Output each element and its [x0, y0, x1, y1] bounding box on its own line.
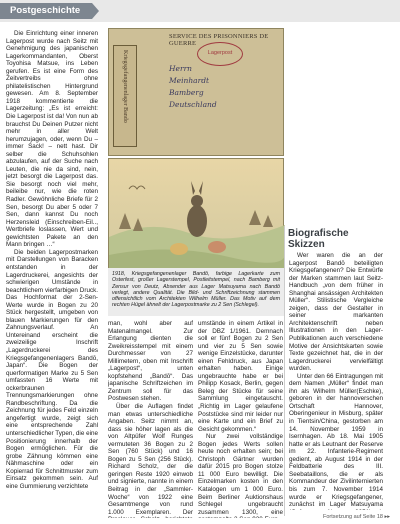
lager-stamp	[113, 45, 137, 147]
article-column-3	[198, 320, 283, 518]
address-line: Deutschland	[169, 100, 217, 109]
section-title: Postgeschichte	[0, 3, 92, 19]
paragraph: Die Einrichtung einer inneren Lagerpost wurde nach Seitz mit Genehmigung des japanischen Lagerkommandanten, Oberst Toyohisa Matsue, ins Leben gerufen. Es ist eine Form des Zeitvertreibs ohne philatelistischen Hintergrund gewesen. Am 8. September 1918 kommentierte die Lagerzeitung: „Es ist erreicht: Die Lagerpost ist da! Von nun ab brauchst Du Deinen Putzer nicht mehr in aller Welt herumzujagen, oder, wenn Du – immer Sack! – nett hast. Dir selber die Schuhsohlen abzulaufen, auf der Suche nach Leuten, die nie da sind, nein, jetzt besorgt die Lagerpost das. Sie besorgt noch viel mehr, beileibe nur, wie die roten Radler. Gewöhnliche Briefe für 2 Sen, besorgt Du aber 5 oder 7 Sen, dann kannst Du noch Herzensleid (Einschreiben-Eil.., Wertbriefe loslassen, Wert und gewichtsten Pakete an den Mann bringen …“	[6, 30, 98, 249]
article-column-1	[6, 30, 98, 510]
paragraph: Die beiden Lagerpostmarken mit Darstellungen von Baracken entstanden in der Lagerdruckerei, angesichts der schwierigen Umstände in beachtlichem vierfarbigen Druck. Das Hochformat der 2-Sen-Werte wurde in Bogen zu 20 Stück hergestellt, umgeben von blauen Markierungen für den Zahnungsverlauf. An Untereinand erscheint die zweizeilige Inschrift „Lagerdruckerei des Kriegsgefangenenlagers Bandō, Japan“. Die Bogen der querformatigen Marke zu 5 Sen umfassten 16 Werte mit ockerbraunen Trennungsmarkierungen ohne Randbeschriftung. Da die Zeichnung für jedes Feld einzeln angefertigt wurde, zeigt sich eine entsprechende Zahl unterschiedlicher Typen, die eine Positionierung innerhalb der Bogen ermöglichen. Für die grobe Zähnung kömmen eine Nähmaschine oder ein Kopierrad für Schnittmuster zum Einsatz gekommen sein. Auf eine Gummierung verzichtete	[6, 248, 98, 490]
postcard-front	[108, 28, 284, 156]
paragraph: man, wohl aber auf Matenalmangel. Zur Erlangung dienten die Zweikreisstempel mit einem Durchmesser von 27 Millimetern, oben mit Inschrift „Lagerpost“, unten kopfstehend „Bandō“. Das japanische Schriftzeichen im Zentrum soll für das Postwesen stehen.	[108, 320, 193, 403]
continuation-note[interactable]: Fortsetzung auf Seite 18 ▸▸	[323, 514, 390, 520]
address-line: Bamberg	[169, 88, 204, 97]
easter-landscape-illustration	[109, 159, 285, 283]
photo-caption: 1918, Kriegsgefangenenlager Bandō, farbige Lagerkarte zum Osterfest, großer Lagerstempel, Postleitstempel, nach Bamberg mit Zensur von Deutz, Absender aus Lager Matsuyama nach Bandō verlegt, andere Qualität. Die Bild- und Schriftzeichnung stammen offensichtlich vom Architekten Wilhelm Müller. Das Motiv auf dem rechten Hügel ähnelt der Lagerpostmarke zu 2 Sen (Schlegel).	[112, 271, 280, 309]
paragraph: Nur zwei vollständige Bogen jedes Werts sollen heute noch erhalten sein; bei Christoph Gärtner wurden dafür 2015 pro Bogen stolze 11 000 Euro bewilligt. Die Einzelmarken kosten in den Katalogen um 1 000 Euro. Beim Berliner Auktionshaus Schlegel ungebraucht zusammen 1300, eine	[198, 433, 283, 516]
postcard-address	[169, 63, 217, 111]
paragraph: umstände in einem Artikel in der DBZ 1/1961. Demnach soll er fünf Bogen zu 2 Sen und vier zu 5 Sen sowie wenige Einzelstücke, darunter einen Fehldruck, aus Japan erhalten haben. Einige ungebrauchte habe er bei Philipp Kosack, Berlin, gegen Beleg der Stücke für seine Sammlung eingetauscht. „Richtig im Lager gelaufene Poststücke sind mir leider nur eine Karte und ein Brief zu Gesicht gekommen.“	[198, 320, 283, 433]
postmark: Lagerpost	[197, 42, 243, 66]
postcard-service-text: SERVICE DES PRISONNIERS DE GUERRE	[169, 33, 269, 47]
paragraph: Über die Auflagen findet man etwas unterschiedliche Angaben. Seitz nimmt an, dass sie höher lagen als die von Altpüfer Wolf Runges vermuteten 36 Bogen zu 2 Sen (760 Stück) und 16 Bogen zu 5 Sen (256 Stück). Richard Scholz, der die geringen Reste 1920 einwob und signierte, nannte in einem Beitrag in der „Sammler-Woche“ von 1922 eine Gesamtmenge von rund 1.000 Exemplaren. Der	[108, 403, 193, 516]
page-header	[0, 0, 400, 22]
caption-box	[108, 268, 284, 316]
address-line: Herrn	[169, 64, 192, 73]
paragraph: Unter den 66 Eintragungen mit dem Namen „Müller“ findet man ihn als Wilhelm Müller(Eschke), geboren in der hannoverschen Ortschaft Hannover, Oberingenieur in Misburg, später in Tientsin/China, gestorben am 14. November 1959 in Isernhagen. Ab 18. Mai 1905 hatte er als Leutnant der Reserve im 22. Infanterie-Regiment gedient, ab August 1914 in der Feldbatterie des III. Seebataillons, die er als Kommandeur der Zivilinternierten bis zum 7. November 1914 wurde er Kriegsgefangener, zunächst im Lager Matsuyama	[289, 372, 383, 509]
sidebar-divider	[284, 226, 285, 516]
sidebar-column	[289, 252, 383, 510]
sidebar-title: Biografische Skizzen	[288, 228, 349, 250]
stamp-text: Kriegsgefangenenlager Bando	[122, 50, 128, 123]
address-line: Meinhardt	[169, 76, 210, 85]
paragraph: Wer waren die an der Lagerpost Bandō beteiligten Kriegsgefangenen? Die Entwürfe der Marken stammen laut Seitz-Handbuch „von dem früher in Shanghai ansässigen Architekten Müller“. Stilistische Vergleiche zeigen, dass der Gestalter in seiner markanten Architektenschrift neben Illustrationen in den Lager-Publikationen auch verschiedene Motive der Ansichtskarten sowie Texte gezeichnet hat, die in der Lagerdruckerei vervielfältigt wurden.	[289, 252, 383, 373]
postcard-illustration	[108, 158, 284, 282]
article-column-2	[108, 320, 193, 518]
postcard-photo	[108, 28, 284, 268]
